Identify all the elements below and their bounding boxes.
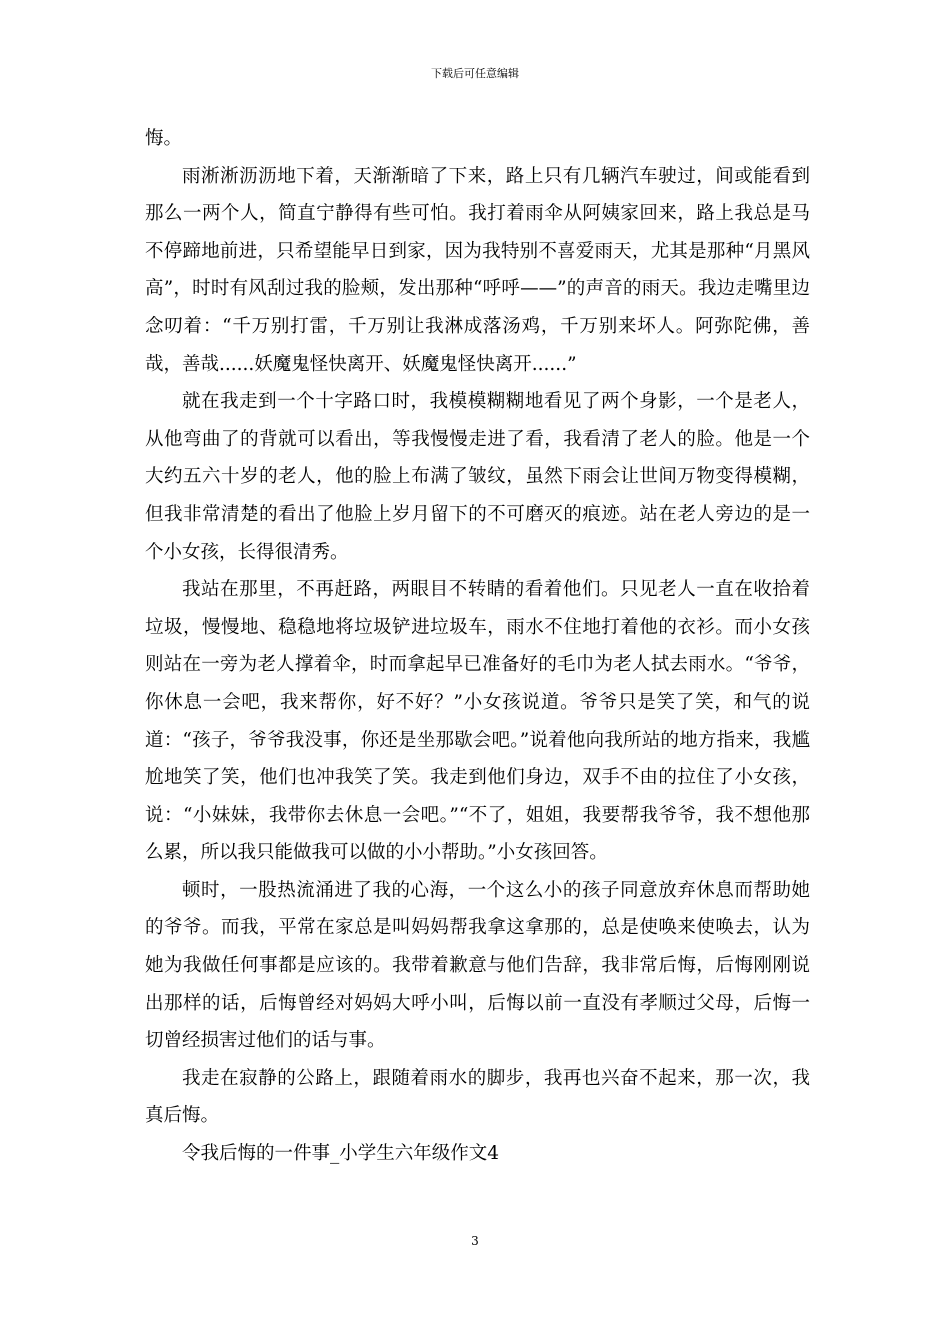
paragraph: 顿时，一股热流涌进了我的心海，一个这么小的孩子同意放弃休息而帮助她的爷爷。而我，平常在家总是叫妈妈帮我拿这拿那的，总是使唤来使唤去，认为她为我做任何事都是应该的。我带着歉意与他们告辞，我非常后悔，后悔刚刚说出那样的话，后悔曾经对妈妈大呼小叫，后悔以前一直没有孝顺过父母，后悔一切曾经损害过他们的话与事。 — [145, 879, 810, 1052]
page-number: 3 — [471, 1234, 479, 1248]
paragraph: 雨淅淅沥沥地下着，天渐渐暗了下来，路上只有几辆汽车驶过，间或能看到那么一两个人，简直宁静得有些可怕。我打着雨伞从阿姨家回来，路上我总是马不停蹄地前进，只希望能早日到家，因为我特别不喜爱雨天，尤其是那种“月黑风高”，时时有风刮过我的脸颊，发出那种“呼呼——”的声音的雨天。我边走嘴里边念叨着：“千万别打雷，千万别让我淋成落汤鸡，千万别来坏人。阿弥陀佛，善哉，善哉......妖魔鬼怪快离开、妖魔鬼怪快离开......” — [145, 165, 810, 375]
paragraph: 悔。 — [145, 128, 183, 149]
paragraph: 我走在寂静的公路上，跟随着雨水的脚步，我再也兴奋不起来，那一次，我真后悔。 — [145, 1067, 810, 1127]
paragraph: 我站在那里，不再赶路，两眼目不转睛的看着他们。只见老人一直在收拾着垃圾，慢慢地、稳稳地将垃圾铲进垃圾车，雨水不住地打着他的衣衫。而小女孩则站在一旁为老人撑着伞，时而拿起早已准备好的毛巾为老人拭去雨水。“爷爷，你休息一会吧，我来帮你，好不好？”小女孩说道。爷爷只是笑了笑，和气的说道：“孩子，爷爷我没事，你还是坐那歇会吧。”说着他向我所站的地方指来，我尴尬地笑了笑，他们也冲我笑了笑。我走到他们身边，双手不由的拉住了小女孩，说：“小妹妹，我带你去休息一会吧。”“不了，姐姐，我要帮我爷爷，我不想他那么累，所以我只能做我可以做的小小帮助。”小女孩回答。 — [145, 579, 810, 864]
section-title: 令我后悔的一件事_小学生六年级作文4 — [182, 1143, 500, 1165]
page-header: 下载后可任意编辑 — [431, 67, 519, 80]
paragraph: 就在我走到一个十字路口时，我模模糊糊地看见了两个身影，一个是老人，从他弯曲了的背就可以看出，等我慢慢走进了看，我看清了老人的脸。他是一个大约五六十岁的老人，他的脸上布满了皱纹，虽然下雨会让世间万物变得模糊，但我非常清楚的看出了他脸上岁月留下的不可磨灭的痕迹。站在老人旁边的是一个小女孩，长得很清秀。 — [145, 391, 810, 563]
document-body — [145, 120, 810, 1173]
